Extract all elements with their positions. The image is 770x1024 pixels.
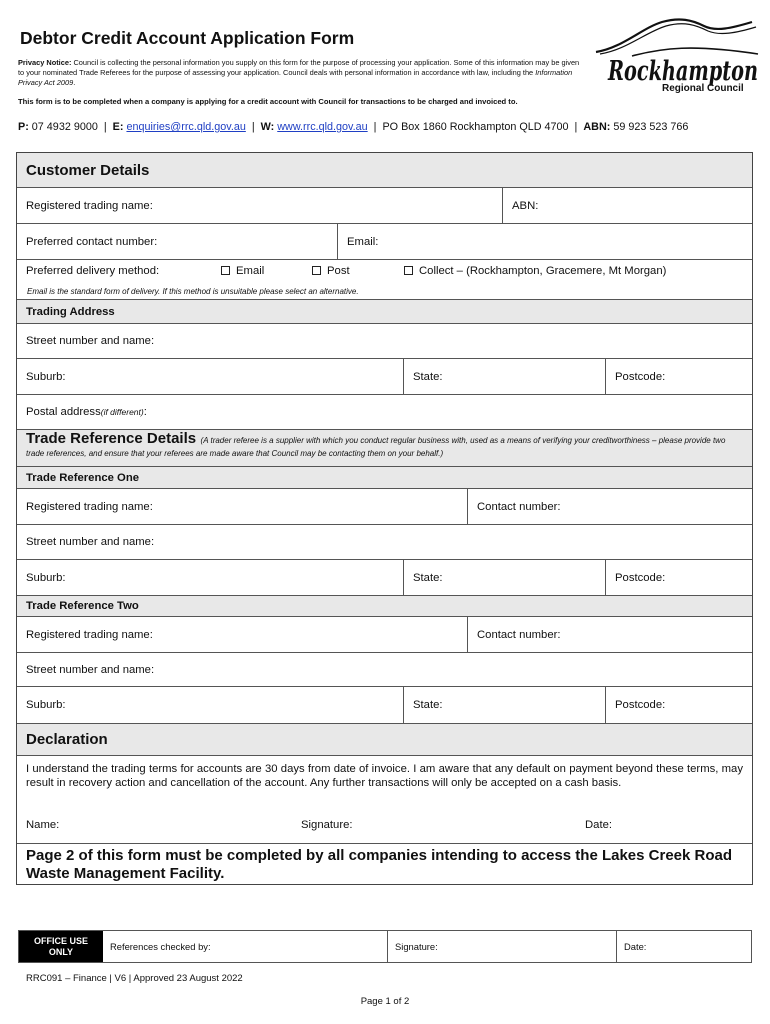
privacy-text: Council is collecting the personal information you supply on this form for the purpose of processing your application. Some of this information may be given to your nominated Trade Referees for the purpose of assessing your application. Council deals with personal information in accordance with law, including the [18, 58, 580, 77]
page2-notice-row [17, 845, 752, 884]
abn-label: ABN: [583, 121, 611, 133]
declaration-body [17, 756, 752, 844]
email-field[interactable] [337, 224, 752, 259]
privacy-label: Privacy Notice: [18, 58, 72, 67]
suburb-label: Suburb: [26, 699, 66, 711]
signature-label: Signature: [395, 941, 438, 952]
application-form [16, 152, 753, 885]
council-logo [592, 14, 760, 94]
delivery-method-label: Preferred delivery method: [26, 265, 160, 277]
delivery-option-email[interactable] [221, 265, 264, 277]
customer-details-heading: Customer Details [17, 153, 752, 188]
references-label: References checked by: [110, 941, 211, 952]
suburb-field[interactable] [17, 359, 403, 394]
phone-number: 07 4932 9000 [31, 121, 98, 133]
suburb-label: Suburb: [26, 370, 66, 383]
page2-notice: Page 2 of this form must be completed by all companies intending to access the Lakes Creek Road Waste Management Facility. [26, 846, 733, 882]
postcode-label: Postcode: [615, 699, 666, 711]
ref1-state-field[interactable] [403, 560, 605, 595]
web-label: W: [260, 121, 275, 133]
trade-reference-heading: Trade Reference Details [26, 430, 197, 447]
declaration-name-field[interactable] [26, 819, 59, 831]
declaration-heading: Declaration [17, 724, 752, 756]
separator: | [103, 121, 107, 133]
trade-reference-heading-row [17, 430, 752, 467]
ref2-name-row [17, 617, 752, 653]
postcode-label: Postcode: [615, 370, 666, 383]
ref2-street-row [17, 653, 752, 687]
delivery-note: Email is the standard form of delivery. If this method is unsuitable please select an alternative. [27, 287, 359, 296]
option-label: Email [236, 265, 265, 277]
trade-reference-one-heading: Trade Reference One [17, 467, 752, 489]
trading-suburb-row [17, 359, 752, 395]
state-label: State: [413, 370, 443, 383]
date-label: Date: [624, 941, 647, 952]
email-label: Email: [347, 235, 379, 248]
ref1-suburb-field[interactable] [17, 560, 403, 595]
web-link[interactable]: www.rrc.qld.gov.au [277, 121, 368, 133]
street-field[interactable] [17, 324, 752, 358]
contact-number-label: Preferred contact number: [26, 235, 158, 248]
form-purpose: This form is to be completed when a company is applying for a credit account with Council for transactions to be charged and invoiced to. [18, 97, 518, 106]
ref1-suburb-row [17, 560, 752, 596]
logo-subtitle: Regional Council [662, 83, 744, 94]
trading-street-row [17, 324, 752, 359]
document-code: RRC091 – Finance | V6 | Approved 23 August 2022 [26, 973, 243, 984]
email-label: E: [112, 121, 124, 133]
ref2-suburb-field[interactable] [17, 687, 403, 723]
ref2-contact-number-field[interactable] [467, 617, 752, 652]
privacy-notice [18, 58, 586, 88]
signature-label: Signature: [301, 819, 353, 831]
checkbox-icon[interactable] [312, 266, 321, 275]
declaration-date-field[interactable] [585, 819, 612, 831]
street-label: Street number and name: [26, 536, 155, 548]
trading-address-heading: Trading Address [17, 300, 752, 324]
option-label: Post [327, 265, 350, 277]
office-date-field[interactable] [616, 931, 751, 962]
abn-number: 59 923 523 766 [613, 121, 689, 133]
customer-name-row [17, 188, 752, 224]
postcode-field[interactable] [605, 359, 752, 394]
state-field[interactable] [403, 359, 605, 394]
postal-label: Postal address [26, 406, 101, 418]
ref2-state-field[interactable] [403, 687, 605, 723]
trade-reference-heading-block [26, 430, 744, 459]
option-label: Collect – (Rockhampton, Gracemere, Mt Morgan) [419, 265, 667, 277]
ref1-street-field[interactable] [17, 525, 752, 559]
state-label: State: [413, 699, 443, 711]
suburb-label: Suburb: [26, 571, 66, 584]
ref2-postcode-field[interactable] [605, 687, 752, 723]
email-link[interactable]: enquiries@rrc.qld.gov.au [126, 121, 246, 133]
privacy-act: Information Privacy Act 2009 [18, 68, 573, 87]
checkbox-icon[interactable] [221, 266, 230, 275]
delivery-option-collect[interactable] [404, 265, 666, 277]
trade-reference-two-heading: Trade Reference Two [17, 596, 752, 617]
form-title: Debtor Credit Account Application Form [20, 28, 355, 48]
customer-contact-row [17, 224, 752, 260]
office-use-line1: OFFICE USE [33, 935, 88, 946]
date-label: Date: [585, 819, 613, 831]
contact-number-field[interactable] [17, 224, 337, 259]
office-use-box [18, 930, 752, 963]
office-signature-field[interactable] [387, 931, 616, 962]
separator: | [373, 121, 377, 133]
delivery-method-row [17, 260, 752, 300]
ref2-street-field[interactable] [17, 653, 752, 686]
ref2-suburb-row [17, 687, 752, 724]
abn-label: ABN: [512, 199, 539, 212]
postal-address-row [17, 395, 752, 430]
references-checked-field[interactable] [103, 931, 387, 962]
postal-colon: : [143, 406, 147, 418]
postcode-label: Postcode: [615, 571, 666, 584]
state-label: State: [413, 571, 443, 584]
trade-reference-note: (A trader referee is a supplier with which you conduct regular business with, used as a means of verifying your creditworthiness – please provide two trade references, and ensure that your referees are made aware that Council may be contacting them on your behalf.) [26, 436, 726, 458]
logo-wordmark: Rockhampton [607, 56, 758, 87]
privacy-end: . [73, 78, 76, 87]
street-label: Street number and name: [26, 335, 155, 347]
contact-line [18, 121, 688, 133]
declaration-signature-field[interactable] [301, 819, 353, 831]
declaration-text: I understand the trading terms for accounts are 30 days from date of invoice. I am aware that any default on payment beyond these terms, may result in recovery action and cancellation of the account. Any further transactions will only be accepted on a cash basis. [26, 763, 743, 789]
po-box: PO Box 1860 Rockhampton QLD 4700 [382, 121, 569, 133]
separator: | [251, 121, 255, 133]
abn-field[interactable] [502, 188, 752, 223]
office-use-line2: ONLY [48, 946, 74, 957]
separator: | [574, 121, 578, 133]
trading-name-label: Registered trading name: [26, 628, 153, 641]
trading-name-label: Registered trading name: [26, 199, 153, 212]
postal-note: (if different) [100, 407, 144, 417]
checkbox-icon[interactable] [404, 266, 413, 275]
contact-number-label: Contact number: [477, 500, 561, 513]
ref1-postcode-field[interactable] [605, 560, 752, 595]
page-number: Page 1 of 2 [360, 996, 410, 1007]
phone-label: P: [18, 121, 29, 133]
ref1-name-row [17, 489, 752, 525]
ref1-contact-number-field[interactable] [467, 489, 752, 524]
trading-name-label: Registered trading name: [26, 500, 153, 513]
delivery-option-post[interactable] [312, 265, 350, 277]
postal-address-field[interactable] [17, 395, 752, 429]
office-use-label [19, 931, 103, 962]
ref1-trading-name-field[interactable] [17, 489, 467, 524]
trading-name-field[interactable] [17, 188, 502, 223]
street-label: Street number and name: [26, 663, 155, 676]
contact-number-label: Contact number: [477, 628, 561, 641]
name-label: Name: [26, 819, 60, 831]
ref2-trading-name-field[interactable] [17, 617, 467, 652]
ref1-street-row [17, 525, 752, 560]
